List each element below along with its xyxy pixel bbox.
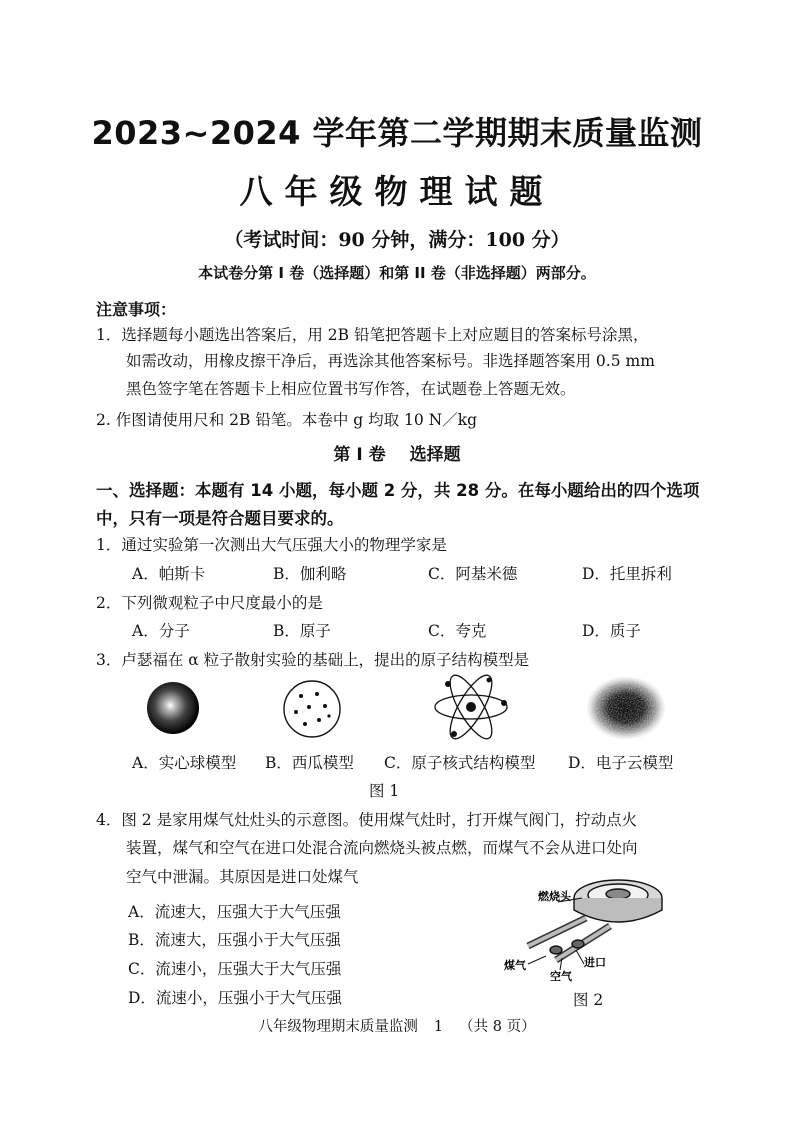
question-4-option-c: C．流速小，压强大于大气压强 <box>128 960 342 978</box>
question-3-stem: 3．卢瑟福在 α 粒子散射实验的基础上，提出的原子结构模型是 <box>96 651 530 669</box>
question-3-option-b: B．西瓜模型 <box>265 754 354 772</box>
question-1-option-b: B．伽利略 <box>273 565 347 583</box>
question-1-option-d: D．托里拆利 <box>582 565 672 583</box>
notice-item-2: 2. 作图请使用尺和 2B 铅笔。本卷中 g 均取 10 N／kg <box>96 411 478 429</box>
air-label: 空气 <box>550 970 572 983</box>
part-instruction-line-2: 中，只有一项是符合题目要求的。 <box>96 509 344 528</box>
page-footer <box>0 1015 794 1036</box>
plum-pudding-model-figure <box>281 678 343 740</box>
question-4-option-a: A．流速大，压强大于大气压强 <box>128 903 341 921</box>
notice-item-1-line-1: 1．选择题每小题选出答案后，用 2B 铅笔把答题卡上对应题目的答案标号涂黑， <box>96 326 649 344</box>
question-4-option-d: D．流速小，压强小于大气压强 <box>128 989 342 1007</box>
notice-item-1-line-2: 如需改动，用橡皮擦干净后，再选涂其他答案标号。非选择题答案用 0.5 mm <box>126 352 655 370</box>
figure-1-caption: 图 1 <box>369 782 400 800</box>
question-3-option-c: C．原子核式结构模型 <box>384 754 536 772</box>
footer-total-pages: （共 8 页） <box>459 1019 536 1035</box>
gas-label: 煤气 <box>504 959 526 972</box>
electron-cloud-model-figure <box>585 675 667 741</box>
question-3-option-d: D．电子云模型 <box>568 754 674 772</box>
question-2-stem: 2．下列微观粒子中尺度最小的是 <box>96 594 323 612</box>
question-2-option-d: D．质子 <box>582 622 641 640</box>
question-3-option-a: A．实心球模型 <box>132 754 237 772</box>
exam-info: （考试时间：90 分钟，满分：100 分） <box>224 229 570 251</box>
inlet-label: 进口 <box>584 956 606 969</box>
notice-item-1-line-3: 黑色签字笔在答题卡上相应位置书写作答，在试题卷上答题无效。 <box>126 380 576 398</box>
exam-subtitle: 八年级物理试题 <box>239 172 555 211</box>
question-2-option-a: A．分子 <box>132 622 190 640</box>
section-volume: 第 I 卷 <box>333 445 386 465</box>
nuclear-atom-model-figure <box>432 672 510 742</box>
question-4-stem-line-2: 装置，煤气和空气在进口处混合流向燃烧头被点燃，而煤气不会从进口处向 <box>126 839 638 857</box>
footer-page-number: 1 <box>433 1019 444 1035</box>
question-1-option-a: A．帕斯卡 <box>132 565 206 583</box>
burner-label: 燃烧头 <box>538 890 571 903</box>
figure-2-caption: 图 2 <box>573 991 604 1009</box>
question-1-option-c: C．阿基米德 <box>428 565 518 583</box>
gas-burner-figure <box>498 868 676 986</box>
solid-sphere-model-figure <box>145 680 201 736</box>
section-title <box>0 440 794 465</box>
notice-heading: 注意事项： <box>96 300 177 319</box>
question-2-option-c: C．夸克 <box>428 622 487 640</box>
footer-subject: 八年级物理期末质量监测 <box>258 1019 418 1035</box>
question-1-stem: 1．通过实验第一次测出大气压强大小的物理学家是 <box>96 536 447 554</box>
exam-title: 2023~2024 学年第二学期期末质量监测 <box>91 114 703 152</box>
question-4-stem-line-3: 空气中泄漏。其原因是进口处煤气 <box>126 868 359 886</box>
question-2-option-b: B．原子 <box>273 622 331 640</box>
section-name: 选择题 <box>409 445 461 465</box>
question-4-option-b: B．流速大，压强小于大气压强 <box>128 931 341 949</box>
part-instruction-line-1: 一、选择题：本题有 14 小题，每小题 2 分，共 28 分。在每小题给出的四个选项 <box>96 481 700 500</box>
paper-note: 本试卷分第 I 卷（选择题）和第 II 卷（非选择题）两部分。 <box>198 264 596 282</box>
question-4-stem-line-1: 4．图 2 是家用煤气灶灶头的示意图。使用煤气灶时，打开煤气阀门，拧动点火 <box>96 811 638 829</box>
